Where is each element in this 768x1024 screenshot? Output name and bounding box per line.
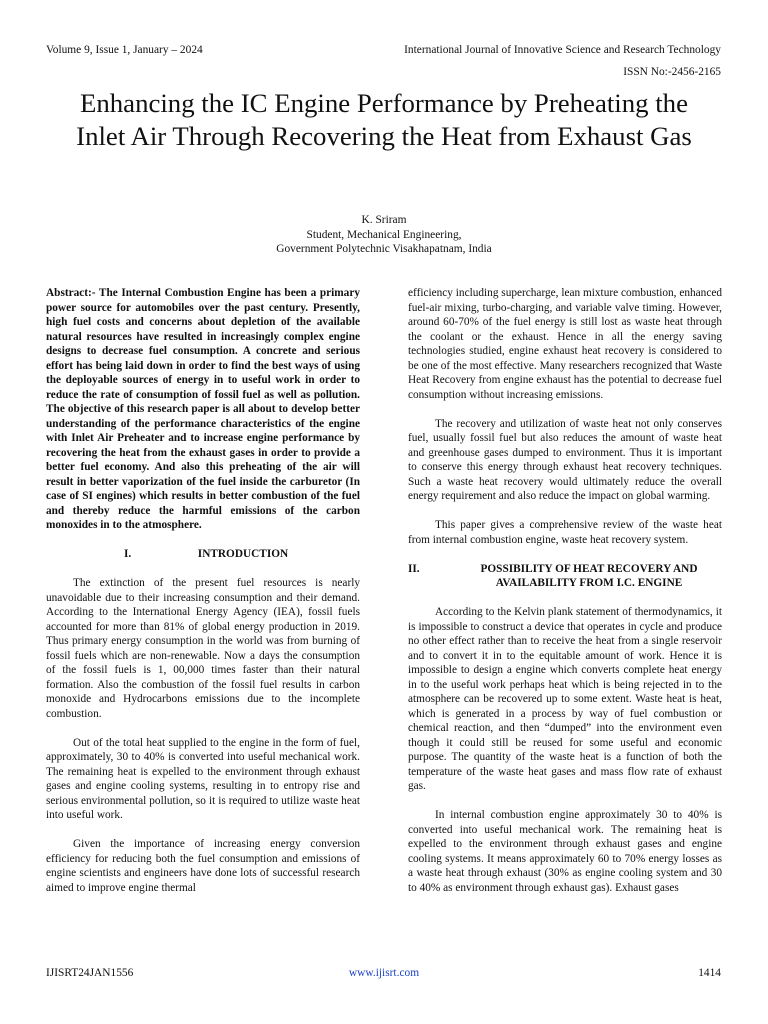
paper-title: Enhancing the IC Engine Performance by Preheating the Inlet Air Through Recovering the Heat from Exhaust Gas <box>76 88 692 151</box>
section-number: I. <box>124 548 132 560</box>
left-column <box>46 286 360 895</box>
paragraph: Given the importance of increasing energy conversion efficiency for reducing both the fuel consumption and emissions of engine scientists and engineers have done lots of successful research aimed to improve engine thermal <box>46 838 360 894</box>
author-role: Student, Mechanical Engineering, <box>306 228 462 241</box>
paragraph: Out of the total heat supplied to the engine in the form of fuel, approximately, 30 to 40% is converted into useful mechanical work. The remaining heat is expelled to the environment through exhaust gases and engine cooling systems, resulting in to entropy rise and serious environmental pollution, so it is required to utilize waste heat into useful work. <box>46 736 360 821</box>
paragraph: According to the Kelvin plank statement of thermodynamics, it is impossible to construct a device that operates in cycle and produce no other effect rather than to receive the heat from a single reservoir and to convert it in to the equitable amount of work. Hence it is impossible to design a engine which converts complete heat energy in to the useful work perhaps heat which is being rejected in to the atmosphere can be recovered up to some extent. Waste heat is heat, which is generated in a process by way of fuel combustion or chemical reaction, and then “dumped” into the environment even though it could still be reused for some useful and economic purpose. The quantity of the waste heat is a function of both the temperature of the waste heat gases and mass flow rate of exhaust gas. <box>408 606 722 792</box>
right-column <box>408 286 722 895</box>
paragraph: The recovery and utilization of waste heat not only conserves fuel, usually fossil fuel but also reduces the amount of waste heat and greenhouse gases dumped to environment. Thus it is important to conserve this energy through exhaust heat recovery techniques. Such a waste heat recovery would ultimately reduce the overall energy requirement and also reduce the impact on global warming. <box>408 417 722 502</box>
section-heading-introduction <box>46 547 360 562</box>
abstract: Abstract:- The Internal Combustion Engine has been a primary power source for automobiles over the past century. Presently, high fuel costs and concerns about depletion of the available natural resources have resulted in increasingly complex engine designs to decrease fuel consumption. A concrete and serious effort has being laid down in order to find the best ways of using the deployable sources of energy in to useful work in order to reduce the rate of consumption of fossil fuel as well as pollution. The objective of this research paper is all about to develop better understanding of the performance characteristics of the engine with Inlet Air Preheater and to increase engine performance by recovering the heat from the exhaust gases in order to provide a better fuel economy. And also this preheating of the air will result in better vaporization of the fuel inside the carburetor (In case of SI engines) which results in better combustion of the fuel and thereby reduce the harmful emissions of the carbon monoxides in to the atmosphere. <box>46 287 360 531</box>
footer-paper-id: IJISRT24JAN1556 <box>46 967 134 979</box>
paragraph: The extinction of the present fuel resources is nearly unavoidable due to their increasing consumption and their demand. According to the International Energy Agency (IEA), fossil fuels accounted for more than 81% of global energy production in 2019. Thus primary energy consumption in the world was from burning of fossil fuels which are non-renewable. Now a days the consumption of the fossil fuels is 1, 00,000 times faster than their natural formation. Also the combustion of the fossil fuel results in carbon monoxide and Hydrocarbons emissions due to the incomplete combustion. <box>46 577 360 720</box>
footer-website-link[interactable]: www.ijisrt.com <box>348 967 420 979</box>
paragraph: This paper gives a comprehensive review of the waste heat from internal combustion engine, waste heat recovery system. <box>408 519 722 546</box>
section-title: POSSIBILITY OF HEAT RECOVERY AND AVAILABILITY FROM I.C. ENGINE <box>480 562 698 589</box>
section-heading-heat-recovery <box>408 562 722 591</box>
journal-volume: Volume 9, Issue 1, January – 2024 <box>46 44 203 56</box>
section-number: II. <box>408 562 420 575</box>
author-name: K. Sriram <box>361 214 407 226</box>
journal-name: International Journal of Innovative Science and Research Technology <box>404 44 721 56</box>
footer-page-number: 1414 <box>698 967 721 979</box>
section-title: INTRODUCTION <box>197 548 289 560</box>
journal-issn: ISSN No:-2456-2165 <box>623 66 721 78</box>
paragraph: efficiency including supercharge, lean mixture combustion, enhanced fuel-air mixing, turbo-charging, and variable valve timing. However, around 60-70% of the fuel energy is still lost as waste heat through the coolant or the exhaust. Hence in all the energy saving technologies studied, engine exhaust heat recovery is considered to be one of the most effective. Many researchers recognized that Waste Heat Recovery from engine exhaust has the potential to decrease fuel consumption without increasing emissions. <box>408 287 722 401</box>
author-block <box>60 213 708 257</box>
author-affiliation: Government Polytechnic Visakhapatnam, India <box>276 243 492 255</box>
paragraph: In internal combustion engine approximately 30 to 40% is converted into useful mechanical work. The remaining heat is expelled to the environment through exhaust gases and engine cooling systems. It means approximately 60 to 70% energy losses as a waste heat through exhaust (30% as engine cooling system and 30 to 40% as environment through exhaust gas). Exhaust gases <box>408 809 722 894</box>
